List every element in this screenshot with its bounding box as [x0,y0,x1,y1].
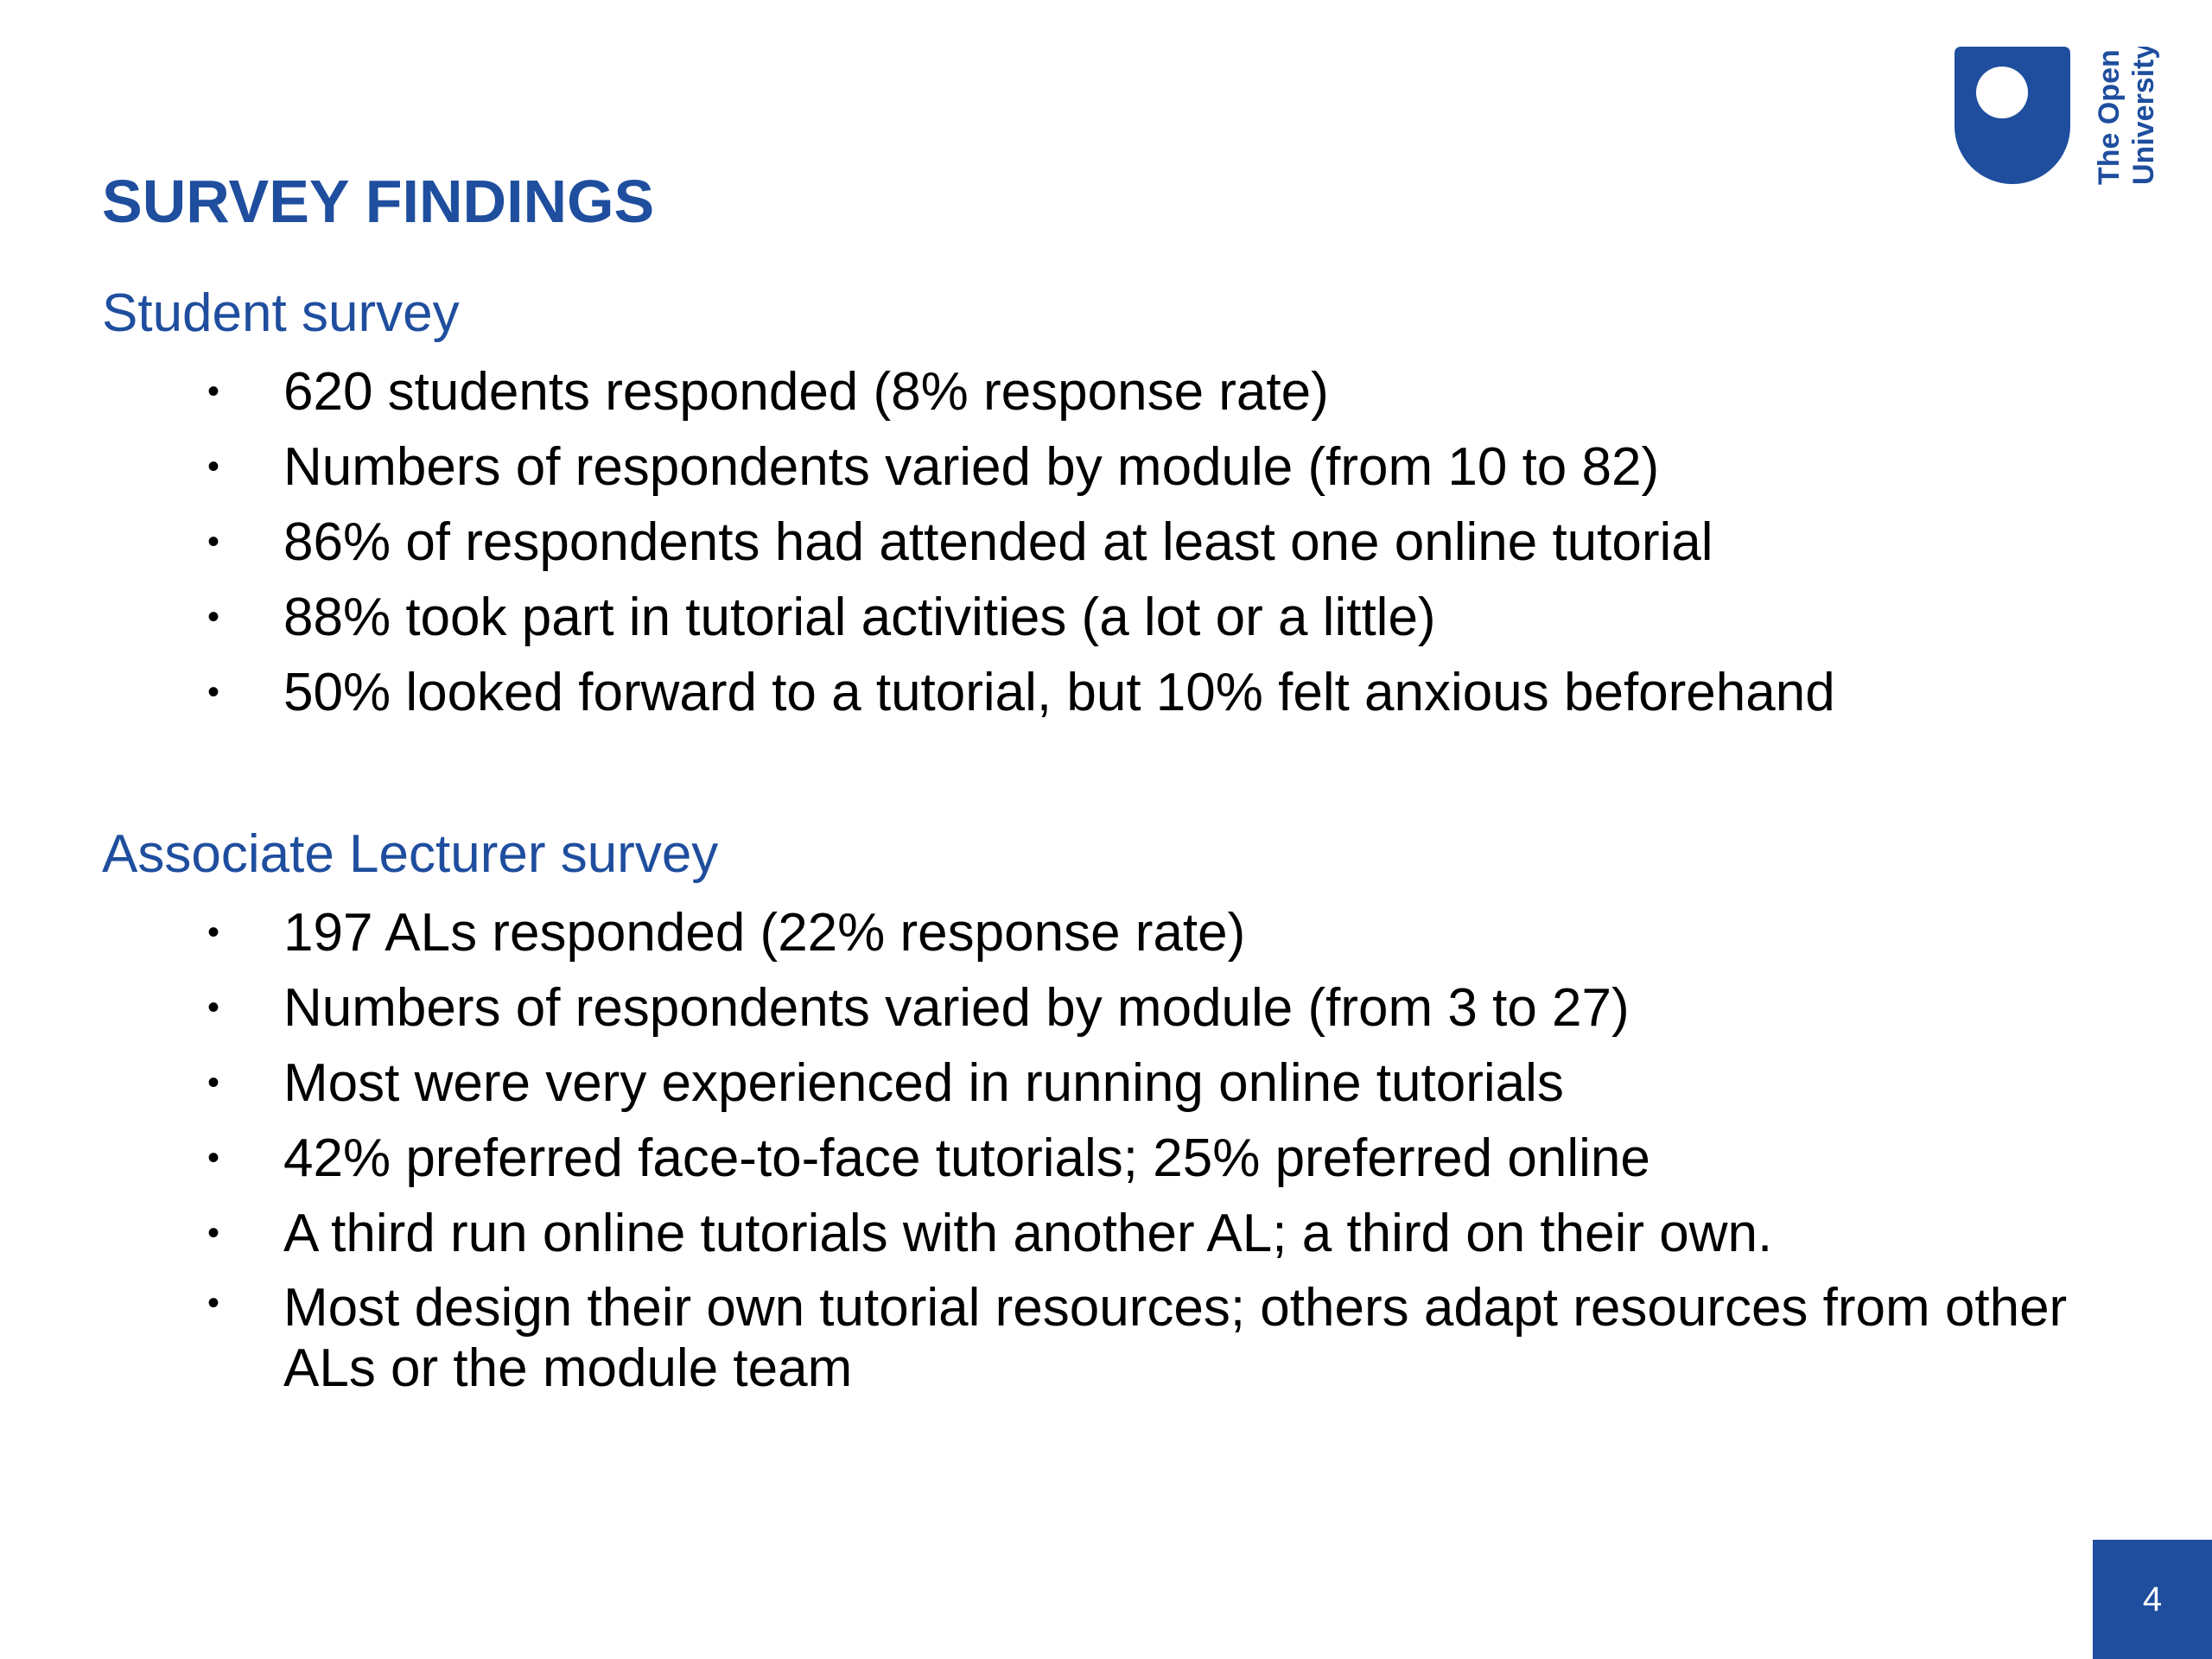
list-item [207,580,2074,655]
associate-lecturer-survey-bullets [207,895,2074,1399]
list-item-text: 88% took part in tutorial activities (a lot or a little) [283,588,1436,647]
list-item [207,1121,2074,1196]
list-item [207,1271,2074,1399]
logo-text-line2: University [2127,47,2160,185]
bullet-icon: • [207,1064,220,1102]
list-item [207,655,2074,730]
list-item-text: Numbers of respondents varied by module (from 3 to 27) [283,978,1630,1038]
list-item-text: 42% preferred face-to-face tutorials; 25% preferred online [283,1128,1650,1188]
bullet-icon: • [207,913,220,951]
shield-icon [1955,47,2162,194]
list-item [207,970,2074,1046]
list-item [207,895,2074,970]
list-item-text: Numbers of respondents varied by module (from 10 to 82) [283,437,1660,497]
open-university-logo [1955,47,2162,194]
bullet-icon: • [207,673,220,711]
list-item [207,1046,2074,1121]
section-heading-student-survey: Student survey [102,283,460,343]
bullet-icon: • [207,1139,220,1177]
list-item-text: Most were very experienced in running online tutorials [283,1053,1564,1113]
bullet-icon: • [207,448,220,486]
bullet-icon: • [207,1284,220,1322]
bullet-icon: • [207,372,220,410]
list-item [207,505,2074,580]
section-heading-associate-lecturer-survey: Associate Lecturer survey [102,824,719,884]
list-item-text: 197 ALs responded (22% response rate) [283,903,1246,963]
bullet-icon: • [207,1214,220,1252]
list-item-text: A third run online tutorials with another AL; a third on their own. [283,1204,1773,1263]
list-item-text: Most design their own tutorial resources; others adapt resources from other ALs or the module team [283,1278,2068,1398]
bullet-icon: • [207,523,220,561]
slide-title: SURVEY FINDINGS [102,168,655,235]
page-number: 4 [2142,1580,2163,1618]
page-number-badge [2093,1540,2212,1659]
bullet-icon: • [207,988,220,1027]
list-item [207,429,2074,505]
student-survey-bullets [207,354,2074,730]
list-item-text: 50% looked forward to a tutorial, but 10% felt anxious beforehand [283,663,1835,722]
bullet-icon: • [207,598,220,636]
list-item-text: 86% of respondents had attended at least one online tutorial [283,512,1713,572]
list-item [207,354,2074,429]
list-item-text: 620 students responded (8% response rate) [283,362,1329,422]
list-item [207,1196,2074,1271]
logo-text-line1: The Open [2093,49,2126,185]
